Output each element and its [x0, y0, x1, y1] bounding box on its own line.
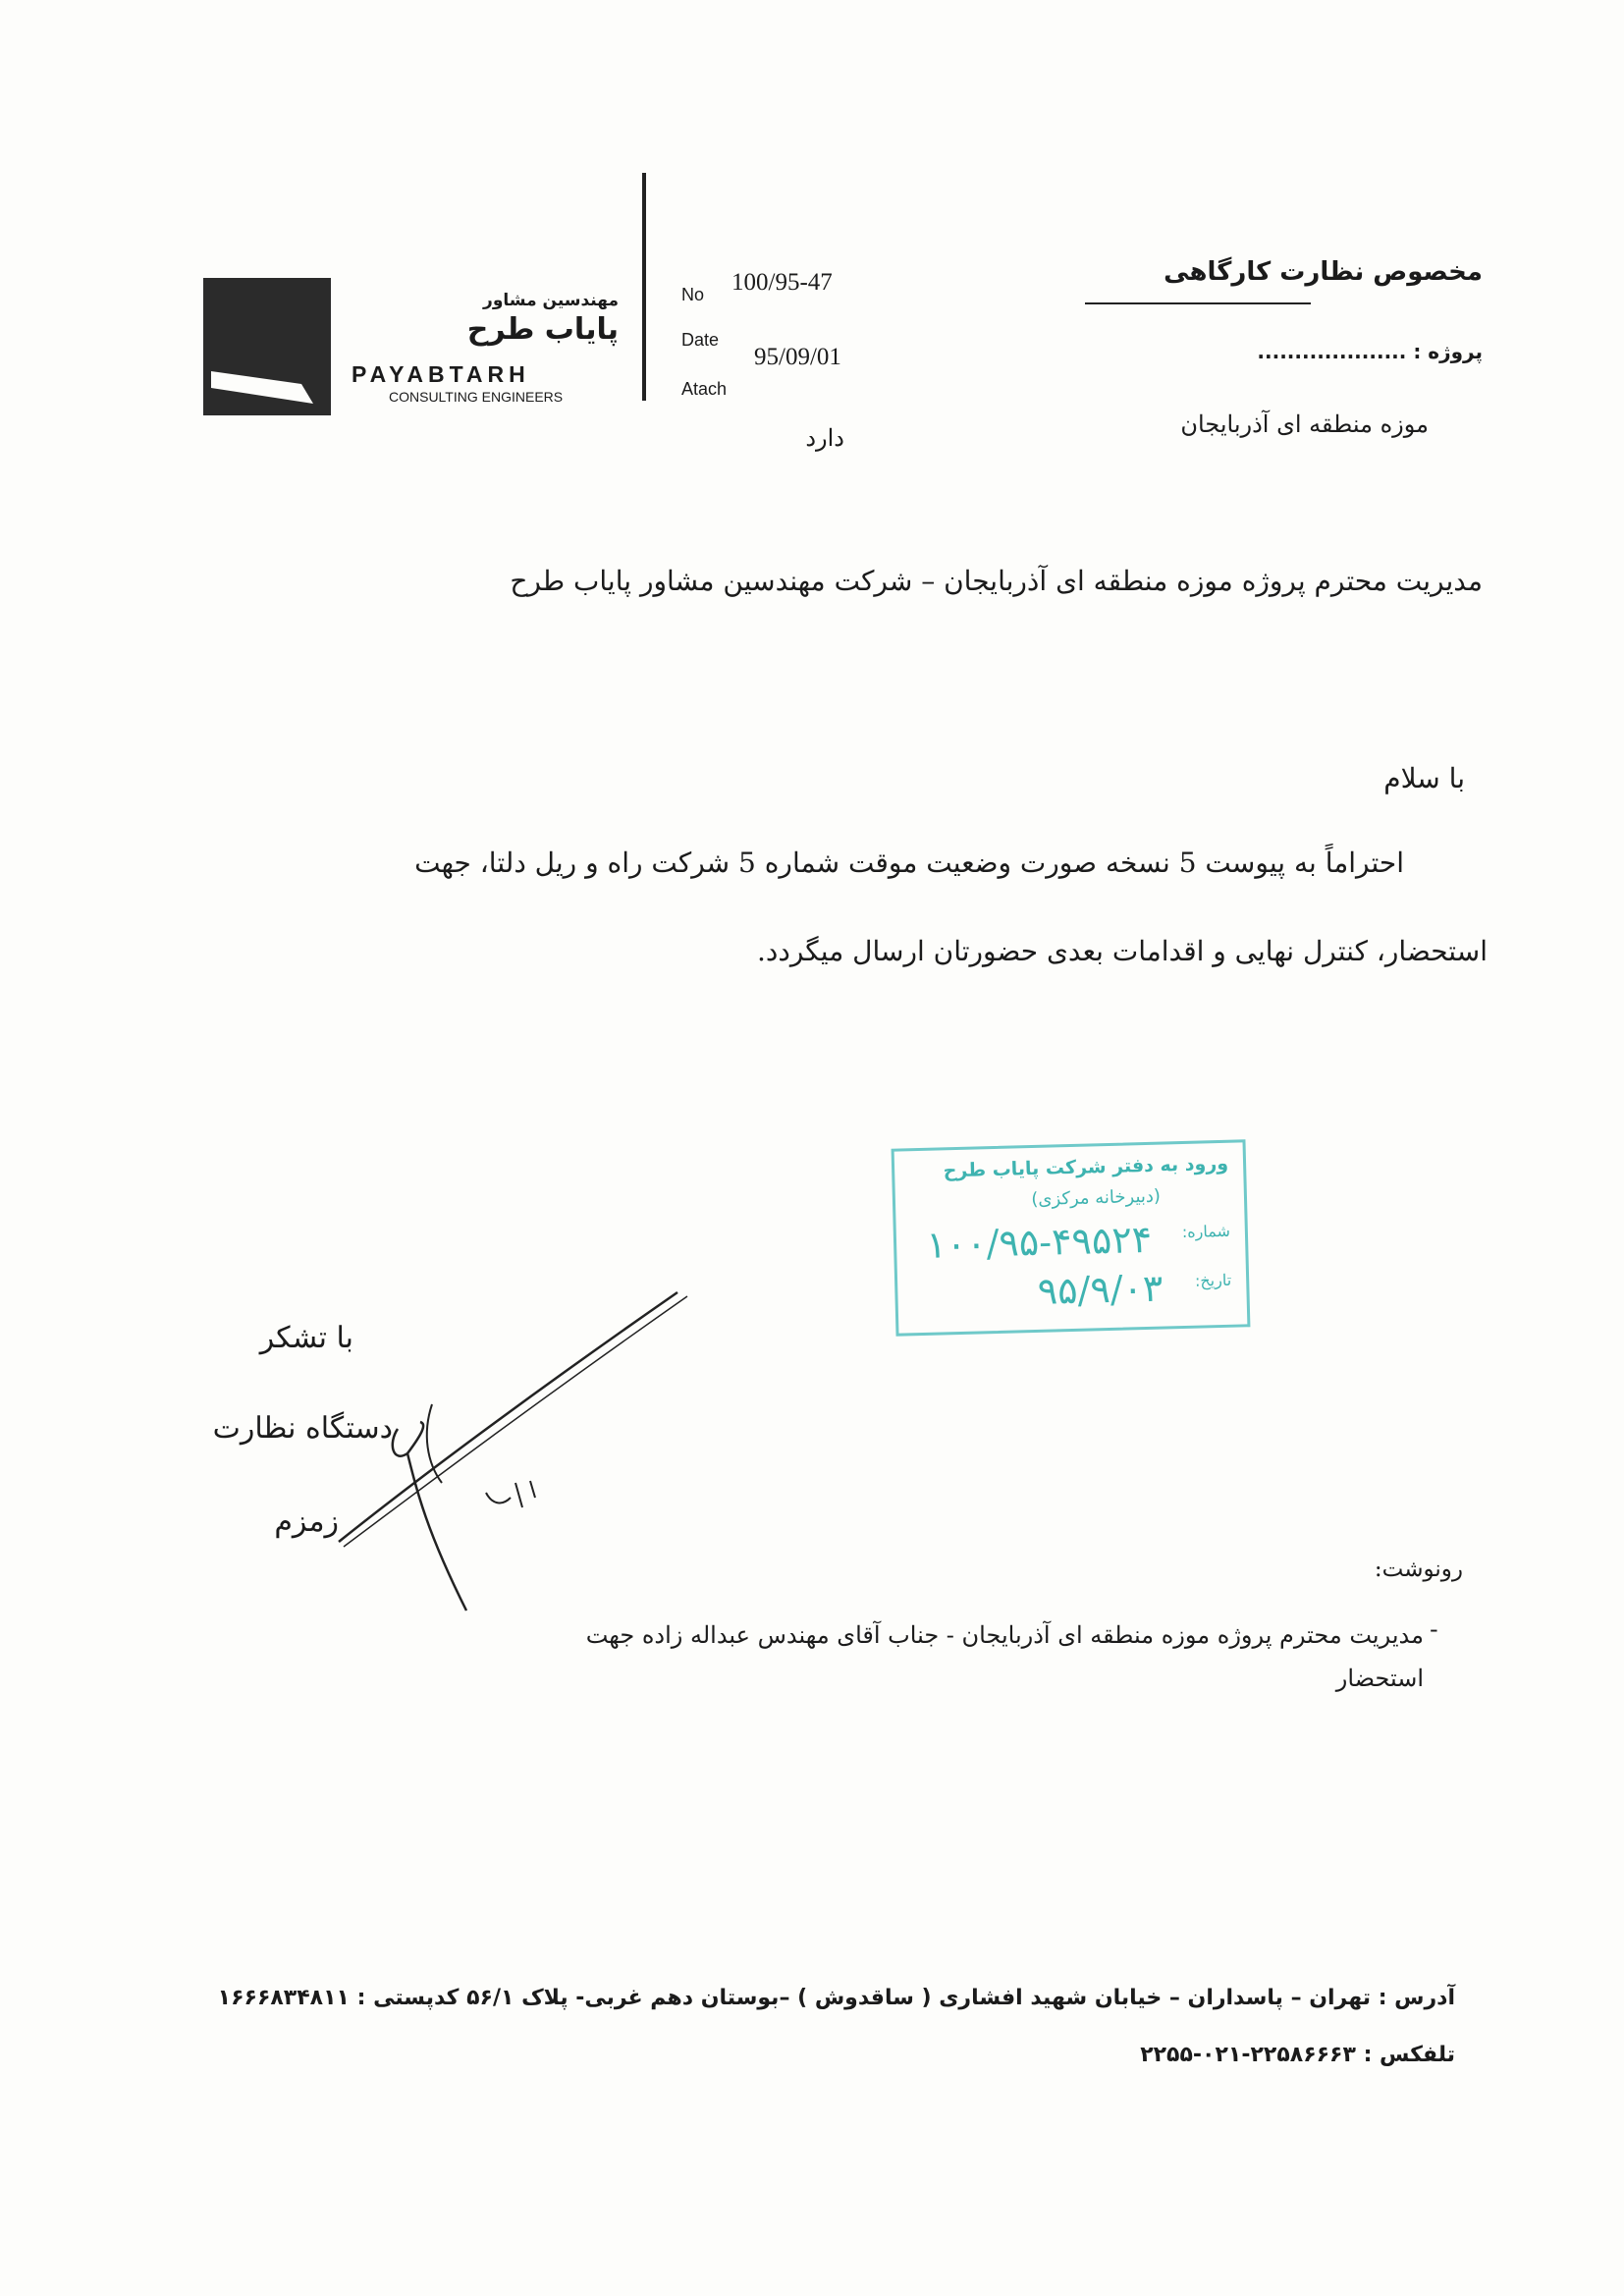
body-paragraph-line-2: استحضار، کنترل نهایی و اقدامات بعدی حضورتان ارسال میگردد. [757, 935, 1488, 967]
received-stamp [892, 1139, 1251, 1336]
cc-bullet: - [1430, 1615, 1438, 1643]
letter-category-title: مخصوص نظارت کارگاهی [1164, 257, 1483, 287]
cc-label: رونوشت: [1374, 1557, 1463, 1582]
logo-mark-icon [203, 278, 331, 415]
project-value: موزه منطقه ای آذربایجان [1180, 410, 1429, 438]
project-label: پروژه : .................... [1257, 340, 1483, 363]
footer-phone: تلفکس : ۲۲۵۸۶۶۶۳-۰۲۱-۲۲۵۵ [1140, 2043, 1455, 2067]
closing-department: دستگاه نظارت [212, 1411, 393, 1446]
title-underline [1085, 302, 1311, 304]
logo-subtitle-en: CONSULTING ENGINEERS [389, 389, 564, 405]
attachment-value: دارد [805, 424, 844, 452]
signer-name: زمزم [274, 1504, 339, 1539]
attachment-label: Atach [681, 379, 728, 399]
logo-name-fa: پایاب طرح [466, 312, 619, 347]
stamp-date-value: ۹۵/۹/۰۳ [1037, 1266, 1164, 1313]
body-paragraph-line-1: احتراماً به پیوست 5 نسخه صورت وضعیت موقت شماره 5 شرکت راه و ریل دلتا، جهت [414, 847, 1404, 879]
logo-name-en: PAYABTARH [352, 361, 530, 387]
logo-tagline-fa: مهندسین مشاور [483, 291, 619, 310]
company-logo [203, 278, 331, 415]
cc-recipient: مدیریت محترم پروژه موزه منطقه ای آذربایجان - جناب آقای مهندس عبداله زاده جهت استحضار [585, 1621, 1424, 1692]
letter-number-value: 100/95-47 [731, 269, 833, 296]
letter-number-label: No [681, 285, 705, 304]
letter-date-label: Date [681, 330, 720, 350]
stamp-subtitle: (دبیرخانه مرکزی) [1031, 1185, 1162, 1211]
greeting: با سلام [1383, 762, 1465, 794]
footer-address: آدرس : تهران – پاسداران – خیابان شهید افشاری ( ساقدوش ) –بوستان دهم غربی- پلاک ۵۶/۱ کدپستی : ۱۶۶۶۸۳۴۸۱۱ [217, 1986, 1455, 2010]
stamp-date-label: تاریخ: [1194, 1270, 1232, 1290]
stamp-number-label: شماره: [1181, 1221, 1231, 1242]
stamp-number-value: ۱۰۰/۹۵-۴۹۵۲۴ [925, 1217, 1153, 1267]
handwritten-signature-icon [334, 1286, 707, 1630]
letter-date-value: 95/09/01 [754, 344, 841, 370]
header-divider [642, 173, 646, 401]
closing-thanks: با تشکر [259, 1321, 353, 1355]
stamp-title: ورود به دفتر شرکت پایاب طرح [943, 1152, 1229, 1182]
addressee-line: مدیریت محترم پروژه موزه منطقه ای آذربایجان – شرکت مهندسین مشاور پایاب طرح [510, 565, 1483, 597]
